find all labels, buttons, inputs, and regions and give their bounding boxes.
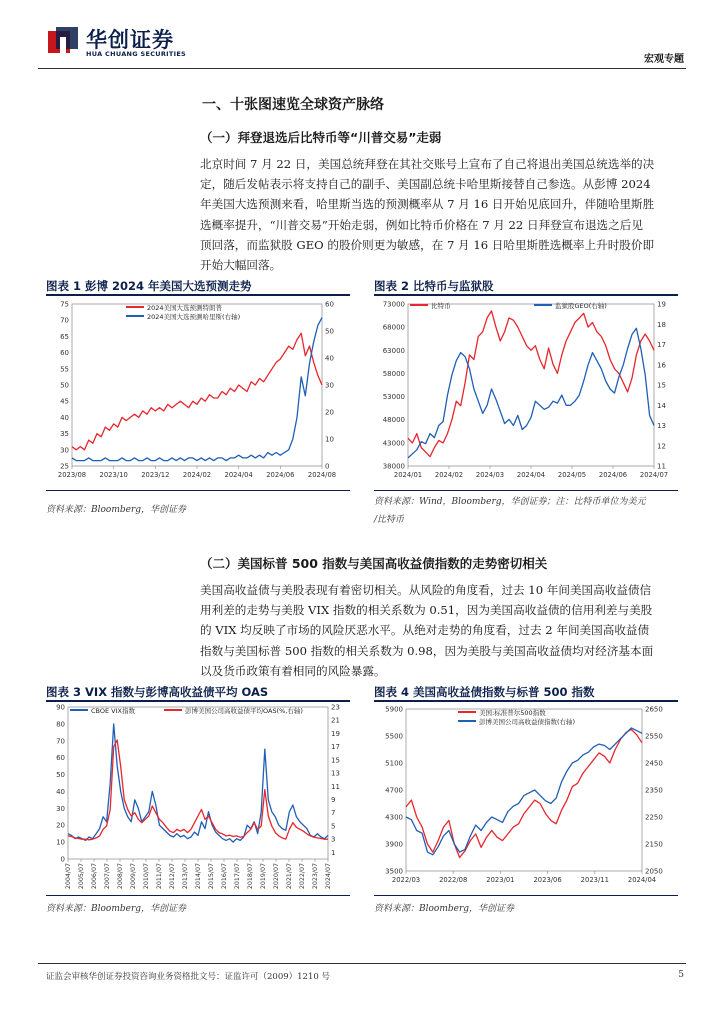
x-tick-label: 2018/07 [247,863,254,890]
report-category: 宏观专题 [644,54,684,65]
legend-label: 彭博美国公司高收益债指数(右轴) [479,718,576,726]
y-left-tick-label: 70 [60,316,69,325]
x-tick-label: 2024/07 [639,471,669,479]
x-tick-label: 2017/07 [234,863,241,890]
para1-line: 定，随后发帖表示将支持自己的副手、美国副总统卡哈里斯接替自己参选。从彭博 2024 [200,177,651,192]
subsection-title-1: （一）拜登退选后比特币等“川普交易”走弱 [200,130,442,145]
legend-label: 2024美国大选预测哈里斯(右轴) [147,313,241,321]
x-tick-label: 2013/07 [182,863,189,890]
y-right-tick-label: 12 [657,442,666,451]
y-right-tick-label: 2350 [645,786,663,795]
x-tick-label: 2024/01 [393,471,423,479]
y-left-tick-label: 50 [60,381,69,390]
y-left-tick-label: 3900 [385,840,403,849]
x-tick-label: 2006/07 [91,863,98,890]
para1-line: 北京时间 7 月 22 日，美国总统拜登在其社交账号上宣布了自己将退出美国总统选举的决 [200,157,655,171]
x-tick-label: 2023/10 [99,471,128,479]
y-left-tick-label: 60 [60,349,69,358]
y-right-tick-label: 18 [657,320,666,329]
y-left-tick-label: 0 [60,855,65,864]
series-line-0 [406,729,642,857]
x-tick-label: 2024/04 [516,471,546,479]
subsection-title-2: （二）美国标普 500 指数与美国高收益债指数的走势密切相关 [200,556,548,571]
y-left-tick-label: 5100 [385,759,403,768]
y-left-tick-label: 35 [60,430,69,439]
logo-en: HUA CHUANG SECURITIES [86,50,187,58]
series-line-1 [68,740,328,840]
chart-election-forecast [46,298,350,488]
chart-bitcoin-geo [374,298,678,488]
figure-3-source: 资料来源：Bloomberg，华创证券 [46,904,187,914]
x-tick-label: 2024/04 [627,876,657,884]
x-tick-label: 2021/07 [286,863,293,890]
y-right-tick-label: 7 [331,809,336,818]
y-left-tick-label: 50 [56,771,65,780]
y-left-tick-label: 75 [60,300,69,309]
legend-label: 美国:标准普尔500指数 [479,709,546,717]
x-tick-label: 2024/06 [598,471,628,479]
x-tick-label: 2016/07 [221,863,228,890]
y-right-tick-label: 19 [657,300,666,309]
y-right-tick-label: 2450 [645,759,663,768]
para2-line: 用利差的走势与美股 VIX 指数的相关系数为 0.51，因为美国高收益债的信用利差与美股 [200,603,653,618]
y-right-tick-label: 30 [325,381,334,390]
x-tick-label: 2011/07 [156,863,163,890]
x-tick-label: 2023/11 [580,876,609,884]
y-right-tick-label: 40 [325,354,334,363]
y-right-tick-label: 60 [325,300,334,309]
y-left-tick-label: 70 [56,737,65,746]
figure-4-label: 图表 4 美国高收益债指数与标普 500 指数 [374,685,595,699]
x-tick-label: 2007/07 [104,863,111,890]
series-line-0 [72,333,322,450]
y-left-tick-label: 20 [56,821,65,830]
y-left-tick-label: 80 [56,720,65,729]
y-right-tick-label: 16 [657,361,666,370]
plot-frame [72,304,322,466]
y-left-tick-label: 25 [60,462,69,471]
para2-line: 以及货币政策有着相同的风险暴露。 [200,663,386,678]
y-right-tick-label: 2550 [645,732,663,741]
y-right-tick-label: 9 [331,796,336,805]
company-logo [46,22,206,62]
figure-1-label: 图表 1 彭博 2024 年美国大选预测走势 [46,279,252,293]
header-divider [38,68,686,69]
x-tick-label: 2004/07 [65,863,72,890]
para1-line: 选概率提升，“川普交易”开始走弱，例如比特币价格在 7 月 22 日拜登宣布退选之后见 [200,217,643,232]
page-number: 5 [678,970,684,980]
x-tick-label: 2009/07 [130,863,137,890]
y-right-tick-label: 2050 [645,867,663,876]
logo-cn: 华创证券 [86,28,174,52]
legend-label: 2024美国大选预测特朗普 [147,304,223,312]
x-tick-label: 2012/07 [169,863,176,890]
x-tick-label: 2023/07 [312,863,319,890]
para2-line: 美国高收益债与美股表现有着密切相关。从风险的角度看，过去 10 年间美国高收益债信 [200,583,652,597]
y-left-tick-label: 43000 [382,439,405,448]
x-tick-label: 2024/04 [224,471,253,479]
legend-label: CBOE VIX指数 [91,707,135,715]
footer-divider [38,963,686,964]
y-left-tick-label: 30 [56,804,65,813]
y-left-tick-label: 30 [60,446,69,455]
y-right-tick-label: 13 [331,769,340,778]
y-left-tick-label: 10 [56,838,65,847]
y-right-tick-label: 14 [657,401,666,410]
y-right-tick-label: 23 [331,703,340,712]
series-line-1 [72,318,322,461]
para2-line: 的 VIX 均反映了市场的风险厌恶水平。从绝对走势的角度看，过去 2 年间美国高收益债 [200,623,650,638]
x-tick-label: 2024/07 [325,863,332,890]
paragraph-2 [200,580,662,681]
y-right-tick-label: 10 [325,435,334,444]
para2-line: 指数与美国标普 500 指数的相关系数为 0.98，因为美股与美国高收益债均对经济基本面 [200,643,654,658]
x-tick-label: 2019/07 [260,863,267,890]
chart-hy-sp500 [374,703,678,893]
y-left-tick-label: 40 [56,787,65,796]
y-right-tick-label: 19 [331,729,340,738]
para1-line: 顶回落，而监狱股 GEO 的股价则更为敏感，在 7 月 16 日哈里斯胜选概率上升时股价即 [200,237,655,252]
figure-2-source-cont: /比特币 [374,515,405,525]
x-tick-label: 2023/08 [57,471,87,479]
x-tick-label: 2023/06 [533,876,562,884]
y-left-tick-label: 63000 [382,346,405,355]
figure-4-rule-bottom [374,895,678,896]
y-right-tick-label: 17 [657,341,666,349]
y-left-tick-label: 5900 [385,705,403,714]
y-right-tick-label: 5 [331,822,336,831]
figure-3-label: 图表 3 VIX 指数与彭博高收益债平均 OAS [46,685,269,699]
y-right-tick-label: 21 [331,716,340,725]
y-left-tick-label: 3500 [385,867,403,876]
y-right-tick-label: 50 [325,327,334,336]
para1-line: 开始大幅回落。 [200,258,282,273]
x-tick-label: 2024/03 [475,471,505,479]
x-tick-label: 2024/06 [266,471,295,479]
y-right-tick-label: 0 [325,462,330,471]
footer-license: 证监会审核华创证券投资咨询业务资格批文号：证监许可（2009）1210 号 [46,972,330,982]
x-tick-label: 2010/07 [143,863,150,890]
x-tick-label: 2022/08 [439,876,468,884]
y-right-tick-label: 11 [657,462,666,471]
y-right-tick-label: 2250 [645,813,663,822]
y-right-tick-label: 1 [331,848,336,857]
section-title: 一、十张图速览全球资产脉络 [202,97,384,113]
y-left-tick-label: 4300 [385,813,403,822]
y-left-tick-label: 90 [56,703,65,712]
legend-label: 监狱股GEO(右轴) [555,302,607,310]
y-left-tick-label: 58000 [382,369,405,378]
x-tick-label: 2024/02 [434,471,464,479]
y-right-tick-label: 13 [657,422,666,430]
figure-3-rule-bottom [46,895,350,896]
figure-1-rule [46,294,350,296]
figure-2-rule [374,294,678,296]
y-left-tick-label: 68000 [382,323,405,332]
figure-2-source: 资料来源：Wind，Bloomberg，华创证券；注：比特币单位为美元 [374,497,646,507]
y-left-tick-label: 38000 [382,462,405,471]
y-right-tick-label: 15 [657,381,666,390]
y-left-tick-label: 5500 [385,732,403,741]
x-tick-label: 2024/08 [307,471,337,479]
figure-4-rule [374,700,678,702]
x-tick-label: 2008/07 [117,863,124,890]
plot-frame [406,709,642,871]
y-right-tick-label: 11 [331,782,340,791]
x-tick-label: 2024/05 [557,471,587,479]
figure-3-rule [46,700,350,702]
x-tick-label: 2022/07 [299,863,306,890]
x-tick-label: 2005/07 [78,863,85,890]
y-left-tick-label: 40 [60,413,69,422]
x-tick-label: 2014/07 [195,863,202,890]
y-right-tick-label: 20 [325,408,334,417]
y-left-tick-label: 4700 [385,786,403,795]
y-right-tick-label: 17 [331,743,340,752]
y-left-tick-label: 60 [56,754,65,763]
paragraph-1 [200,154,662,275]
y-left-tick-label: 65 [60,332,69,341]
figure-1-rule-bottom [46,490,350,491]
x-tick-label: 2020/07 [273,863,280,890]
y-right-tick-label: 2150 [645,840,663,849]
x-tick-label: 2023/01 [486,876,515,884]
y-left-tick-label: 48000 [382,416,405,425]
legend-label: 彭博美国公司高收益债平均OAS(%,右轴) [185,707,303,715]
y-left-tick-label: 45 [60,397,69,406]
logo-mark-icon [46,25,80,59]
x-tick-label: 2022/03 [391,876,421,884]
plot-frame [68,707,328,859]
y-right-tick-label: 3 [331,835,336,844]
y-right-tick-label: 15 [331,756,340,765]
x-tick-label: 2015/07 [208,863,215,890]
chart-vix-oas [46,703,350,893]
x-tick-label: 2023/12 [141,471,170,479]
figure-1-source: 资料来源：Bloomberg，华创证券 [46,505,187,515]
y-left-tick-label: 53000 [382,393,405,402]
figure-4-source: 资料来源：Bloomberg，华创证券 [374,904,515,914]
series-line-1 [406,728,642,855]
y-left-tick-label: 55 [60,365,69,374]
para1-line: 年美国大选预测来看，哈里斯当选的预测概率从 7 月 16 日开始见底回升，伴随哈里斯胜 [200,197,655,212]
figure-2-label: 图表 2 比特币与监狱股 [374,279,494,293]
x-tick-label: 2024/02 [182,471,212,479]
y-right-tick-label: 2650 [645,705,663,714]
legend-label: 比特币 [431,302,451,310]
y-left-tick-label: 73000 [382,300,405,309]
figure-2-rule-bottom [374,490,678,491]
